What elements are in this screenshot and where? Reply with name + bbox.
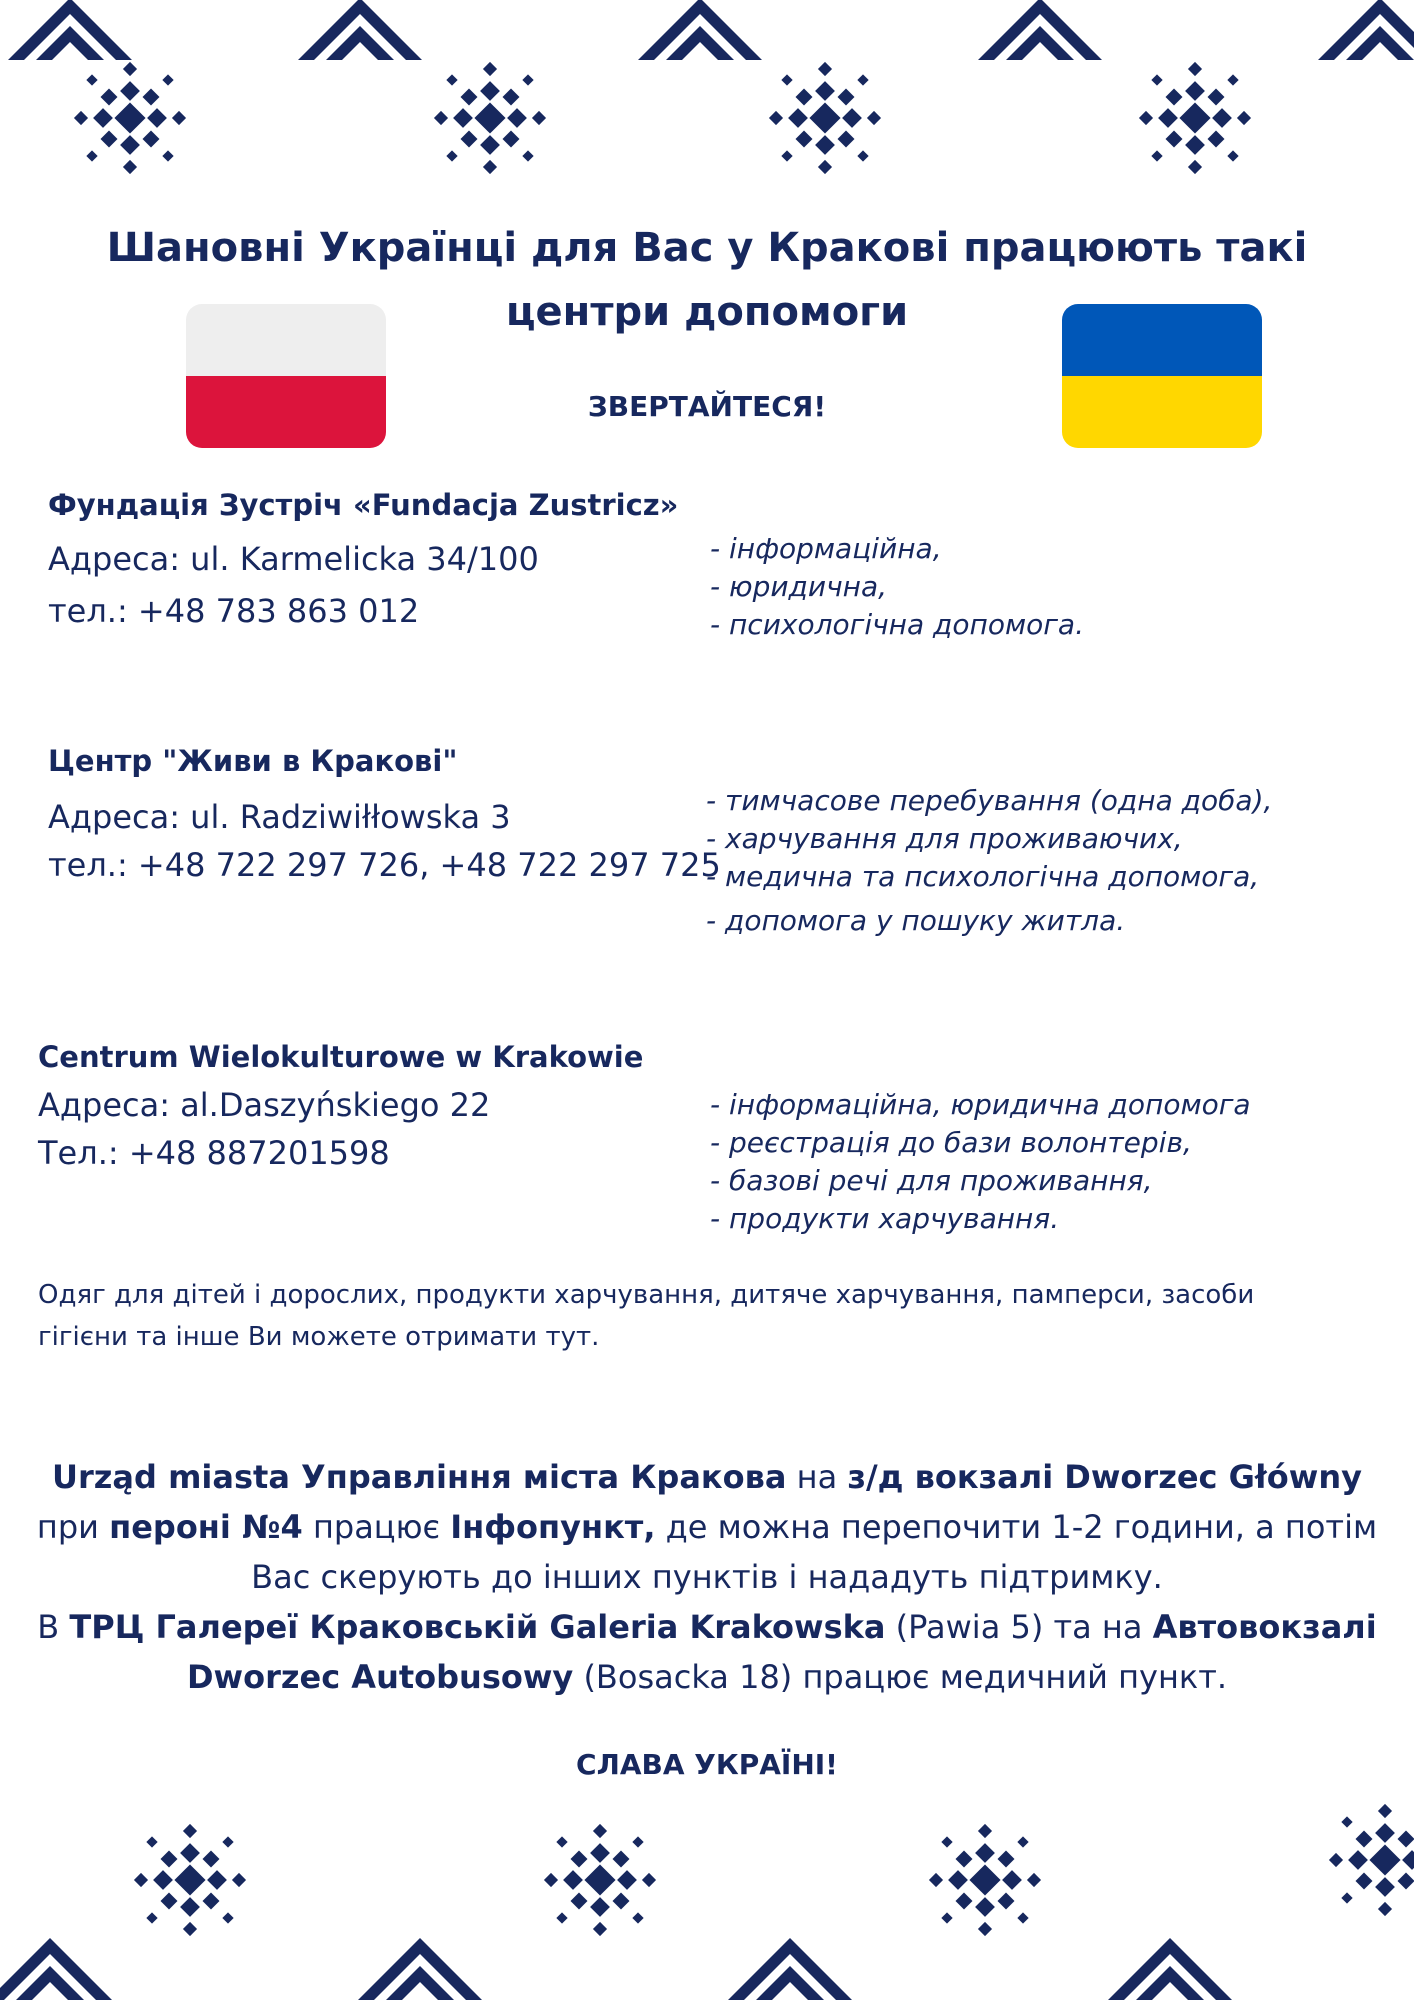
service-item: - інформаційна, xyxy=(710,532,942,565)
info-text: де можна перепочити 1-2 години, а потім Вас скерують до інших пунктів і нададуть підтримку. xyxy=(251,1508,1378,1596)
call-to-action: ЗВЕРТАЙТЕСЯ! xyxy=(587,390,827,423)
bottom-ornament xyxy=(0,1800,1414,2000)
title-line-2: центри допомоги xyxy=(505,289,909,335)
info-point: Інфопункт, xyxy=(450,1508,656,1546)
info-platform: пероні №4 xyxy=(109,1508,303,1546)
page-title xyxy=(100,216,1314,344)
info-city-office: Urząd miasta Управління міста Кракова xyxy=(52,1458,787,1496)
info-text: працює xyxy=(302,1508,451,1546)
info-text: (Pawia 5) та на xyxy=(885,1608,1153,1646)
org-1-name: Фундація Зустріч «Fundacja Zustricz» xyxy=(48,488,679,522)
info-gallery: ТРЦ Галереї Краковській Galeria Krakowska xyxy=(69,1608,886,1646)
info-text: на xyxy=(786,1458,848,1496)
top-ornament xyxy=(0,0,1414,200)
supplies-note: Одяг для дітей і дорослих, продукти харчування, дитяче харчування, памперси, засоби гігієни та інше Ви можете отримати тут. xyxy=(38,1280,1255,1352)
service-item: - інформаційна, юридична допомога xyxy=(710,1088,1251,1121)
org-3-name: Centrum Wielokulturowe w Krakowie xyxy=(38,1040,644,1074)
org-3-address: Адреса: al.Daszyńskiego 22 xyxy=(38,1086,491,1124)
org-3-services xyxy=(710,1086,1251,1238)
title-line-1: Шановні Українці для Вас у Кракові працюють такі xyxy=(106,225,1308,271)
service-item: - харчування для проживаючих, xyxy=(706,822,1183,855)
info-bus-station: Автовокзалі Dworzec Autobusowy xyxy=(186,1608,1377,1696)
org-1-phone: тел.: +48 783 863 012 xyxy=(48,592,420,630)
org-3-phone: Тел.: +48 887201598 xyxy=(38,1134,390,1172)
slava-ukraini: СЛАВА УКРАЇНІ! xyxy=(576,1748,838,1781)
service-item: - психологічна допомога. xyxy=(710,608,1084,641)
service-item: - реєстрація до бази волонтерів, xyxy=(710,1126,1192,1159)
info-text: (Bosacka 18) працює медичний пункт. xyxy=(573,1658,1228,1696)
service-item: - тимчасове перебування (одна доба), xyxy=(706,784,1273,817)
service-item: - базові речі для проживання, xyxy=(710,1164,1153,1197)
info-paragraph xyxy=(30,1452,1384,1702)
service-item: - медична та психологічна допомога, xyxy=(706,860,1260,893)
service-item: - продукти харчування. xyxy=(710,1202,1060,1235)
service-item: - допомога у пошуку житла. xyxy=(706,904,1126,937)
org-2-address: Адреса: ul. Radziwiłłowska 3 xyxy=(48,798,511,836)
service-item: - юридична, xyxy=(710,570,888,603)
org-2-phone: тел.: +48 722 297 726, +48 722 297 725 xyxy=(48,846,721,884)
org-1-address: Адреса: ul. Karmelicka 34/100 xyxy=(48,540,539,578)
org-1-services xyxy=(710,530,1084,644)
info-station: з/д вокзалі Dworzec Główny xyxy=(847,1458,1362,1496)
info-text: при xyxy=(36,1508,110,1546)
org-2-services xyxy=(706,782,1272,940)
org-2-name: Центр "Живи в Кракові" xyxy=(48,744,458,778)
info-text: В xyxy=(37,1608,70,1646)
